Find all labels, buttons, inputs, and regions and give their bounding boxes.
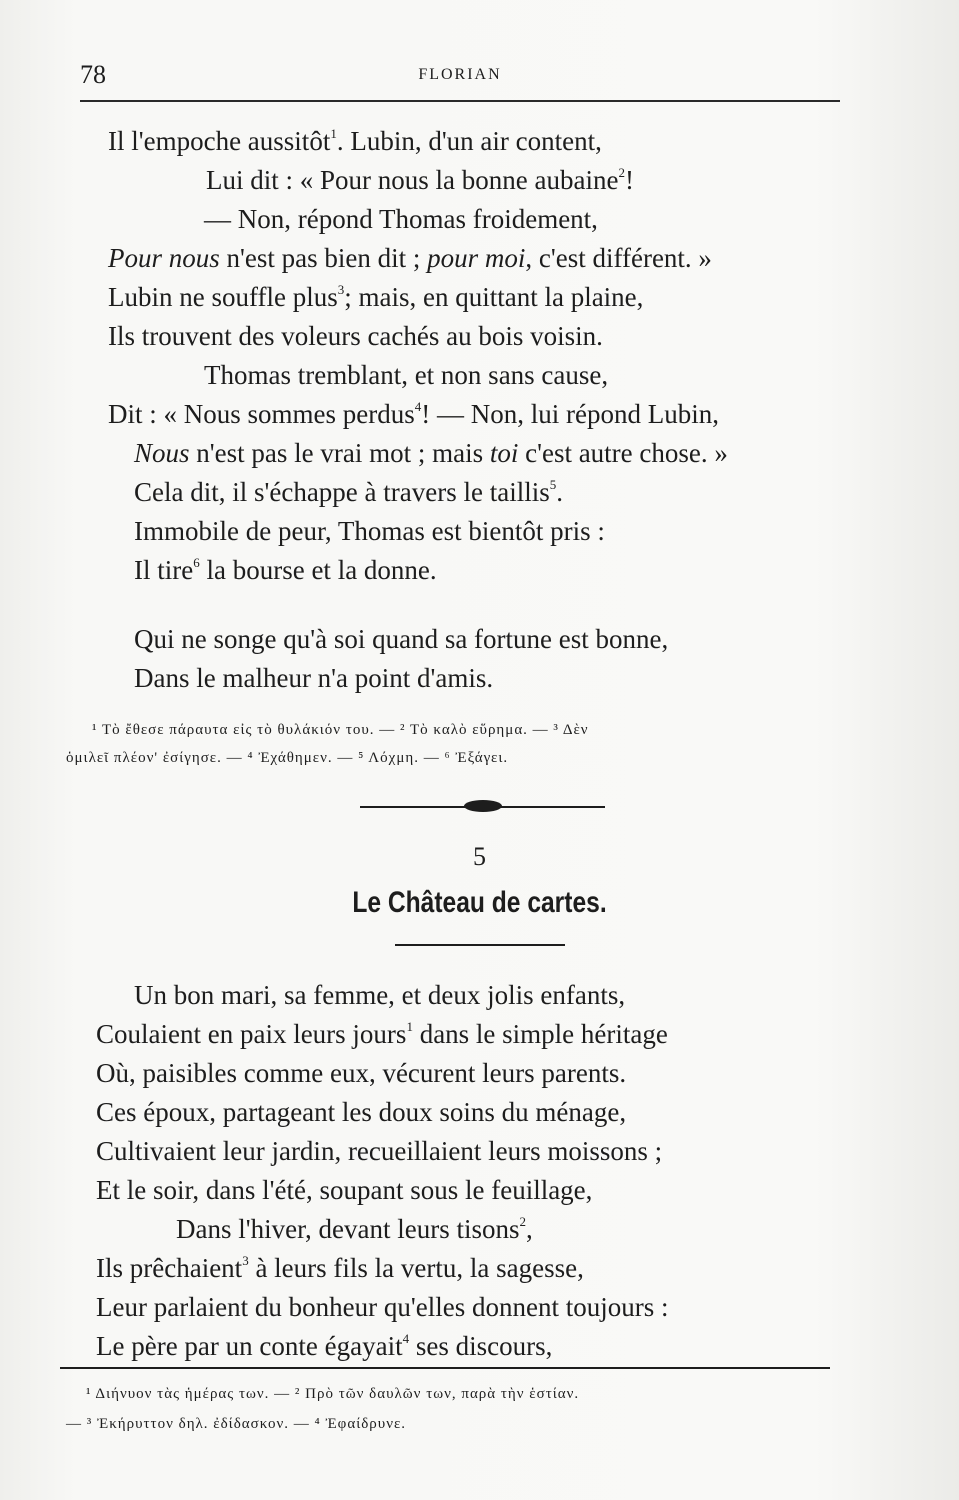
moral-line: Dans le malheur n'a point d'amis. xyxy=(134,663,494,693)
verse-line: — Non, répond Thomas froidement, xyxy=(204,204,598,234)
footnote-line: — ³ Ἐκήρυττον δηλ. ἐδίδασκον. — ⁴ Ἐφαίδρυνε. xyxy=(66,1416,407,1432)
footnote-line: ¹ Τὸ ἔθεσε πάραυτα εἰς τὸ θυλάκιόν του. — ² Τὸ καλὸ εὕρημα. — ³ Δὲν xyxy=(92,722,589,738)
verse-line: Nous n'est pas le vrai mot ; mais toi c'est autre chose. » xyxy=(134,438,728,468)
section-divider xyxy=(360,800,605,814)
page-number: 78 xyxy=(80,60,106,89)
verse-line: Ces époux, partageant les doux soins du ménage, xyxy=(96,1097,627,1127)
verse-line: Où, paisibles comme eux, vécurent leurs parents. xyxy=(96,1058,627,1088)
verse-line: Thomas tremblant, et non sans cause, xyxy=(204,360,609,390)
verse-line: Ils trouvent des voleurs cachés au bois voisin. xyxy=(108,321,603,351)
footnote-line: ὁμιλεῖ πλέον' ἐσίγησε. — ⁴ Ἐχάθημεν. — ⁵ Λόχμη. — ⁶ Ἐξάγει. xyxy=(66,750,509,766)
verse-line: Immobile de peur, Thomas est bientôt pris : xyxy=(134,516,605,546)
verse-line: Dit : « Nous sommes perdus$^4$! — Non, lui répond Lubin, xyxy=(108,399,719,429)
verse-line: Lubin ne souffle plus$^3$; mais, en quittant la plaine, xyxy=(108,282,644,312)
ornament-icon xyxy=(464,800,502,812)
poem-number: 5 xyxy=(473,842,486,871)
verse-line: Coulaient en paix leurs jours$^1$ dans le simple héritage xyxy=(96,1019,668,1049)
verse-line: Et le soir, dans l'été, soupant sous le feuillage, xyxy=(96,1175,593,1205)
verse-line: Il l'empoche aussitôt$^1$. Lubin, d'un air content, xyxy=(108,126,602,156)
verse-line: Lui dit : « Pour nous la bonne aubaine$^2$! xyxy=(206,165,634,195)
verse-line: Cultivaient leur jardin, recueillaient leurs moissons ; xyxy=(96,1136,663,1166)
verse-line: Ils prêchaient$^3$ à leurs fils la vertu, la sagesse, xyxy=(96,1253,584,1283)
verse-line: Le père par un conte égayait$^4$ ses discours, xyxy=(96,1331,553,1361)
running-title: FLORIAN xyxy=(418,66,502,83)
footnote-line: ¹ Διήνυον τὰς ἡμέρας των. — ² Πρὸ τῶν δαυλῶν των, παρὰ τὴν ἑστίαν. xyxy=(86,1386,580,1402)
poem-title: Le Château de cartes. xyxy=(352,886,607,919)
verse-line: Dans l'hiver, devant leurs tisons$^2$, xyxy=(176,1214,533,1244)
verse-line: Cela dit, il s'échappe à travers le taillis$^5$. xyxy=(134,477,563,507)
title-rule xyxy=(395,944,565,946)
verse-line: Leur parlaient du bonheur qu'elles donnent toujours : xyxy=(96,1292,669,1322)
verse-line: Un bon mari, sa femme, et deux jolis enfants, xyxy=(134,980,626,1010)
moral-line: Qui ne songe qu'à soi quand sa fortune est bonne, xyxy=(134,624,669,654)
footnote-rule xyxy=(60,1367,830,1369)
header-rule xyxy=(80,100,840,102)
verse-line: Il tire$^6$ la bourse et la donne. xyxy=(134,555,437,585)
page-header xyxy=(80,60,840,90)
verse-line: Pour nous n'est pas bien dit ; pour moi, c'est différent. » xyxy=(108,243,712,273)
